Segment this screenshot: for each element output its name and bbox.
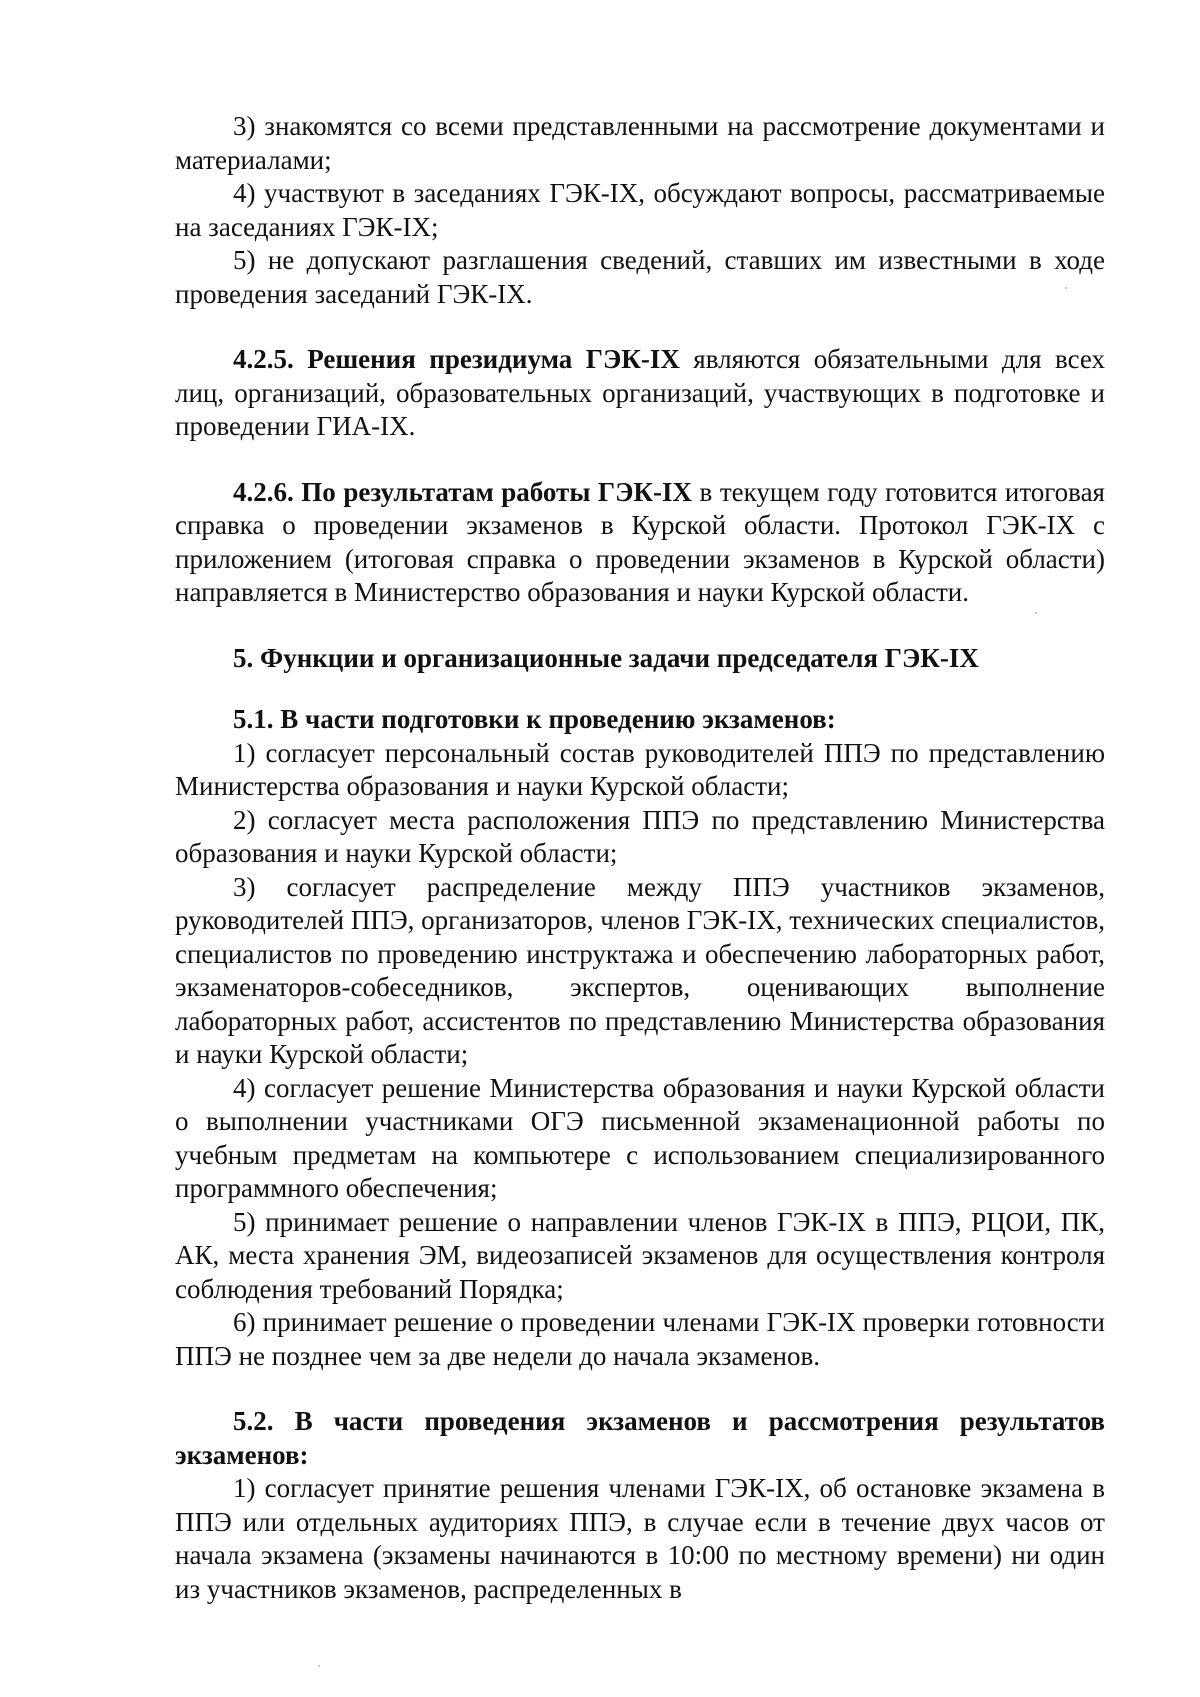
subsection-5-1-item-2: 2) согласует места расположения ППЭ по представлению Министерства образования и науки Курской области; — [175, 804, 1105, 868]
subsection-5-1-item-4: 4) согласует решение Министерства образования и науки Курской области о выполнении участниками ОГЭ письменной экзаменационной работы по учебным предметам на компьютере с использованием специализированного программного обеспечения; — [175, 1072, 1105, 1203]
subsection-5-2-title: 5.2. В части проведения экзаменов и рассмотрения результатов экзаменов: — [175, 1406, 1105, 1470]
subsection-5-1-item-5: 5) принимает решение о направлении членов ГЭК-IX в ППЭ, РЦОИ, ПК, АК, места хранения ЭМ, видеозаписей экзаменов для осуществления контроля соблюдения требований Порядка; — [175, 1206, 1105, 1304]
subsection-5-1-title: 5.1. В части подготовки к проведению экзаменов: — [233, 704, 836, 734]
scan-speck — [1035, 612, 1037, 614]
paragraph-4-2-5-heading: 4.2.5. Решения президиума ГЭК-IX — [233, 344, 680, 374]
subsection-5-1-item-1: 1) согласует персональный состав руководителей ППЭ по представлению Министерства образования и науки Курской области; — [175, 737, 1105, 801]
paragraph-item-3: 3) знакомятся со всеми представленными на рассмотрение документами и материалами; — [175, 111, 1105, 175]
paragraph-4-2-6-text: в текущем году готовится итоговая справка о проведении экзаменов в Курской области. Протокол ГЭК-IX с приложением (итоговая справка о проведении экзаменов в Курской области) направляется в Министерство образования и науки Курской области. — [175, 476, 1105, 607]
paragraph-item-4: 4) участвуют в заседаниях ГЭК-IX, обсуждают вопросы, рассматриваемые на заседаниях ГЭК-IX; — [175, 178, 1105, 242]
subsection-5-1-item-6: 6) принимает решение о проведении членами ГЭК-IX проверки готовности ППЭ не позднее чем за две недели до начала экзаменов. — [175, 1307, 1105, 1371]
subsection-5-2-item-1: 1) согласует принятие решения членами ГЭК-IX, об остановке экзамена в ППЭ или отдельных аудиториях ППЭ, в случае если в течение двух часов от начала экзамена (экзамены начинаются в 10:00 по местному времени) ни один из участников экзаменов, распределенных в — [175, 1473, 1106, 1604]
subsection-5-1-item-3: 3) согласует распределение между ППЭ участников экзаменов, руководителей ППЭ, организаторов, членов ГЭК-IX, технических специалистов, специалистов по проведению инструктажа и обеспечению лабораторных работ, экзаменаторов-собеседников, экспертов, оценивающих выполнение лабораторных работ, ассистентов по представлению Министерства образования и науки Курской области; — [175, 871, 1105, 1069]
scan-speck — [318, 1665, 320, 1667]
paragraph-item-5: 5) не допускают разглашения сведений, ставших им известными в ходе проведения заседаний ГЭК-IX. — [175, 245, 1105, 309]
paragraph-4-2-6 — [175, 476, 1105, 610]
section-5-title: 5. Функции и организационные задачи председателя ГЭК-IX — [233, 642, 979, 673]
scan-speck — [1065, 287, 1067, 289]
paragraph-4-2-5 — [175, 343, 1105, 444]
document-body — [175, 110, 1105, 1606]
paragraph-4-2-5-text: являются обязательными для всех лиц, организаций, образовательных организаций, участвующих в подготовке и проведении ГИА-IX. — [175, 344, 1106, 441]
paragraph-4-2-6-heading: 4.2.6. По результатам работы ГЭК-IX — [233, 476, 692, 507]
